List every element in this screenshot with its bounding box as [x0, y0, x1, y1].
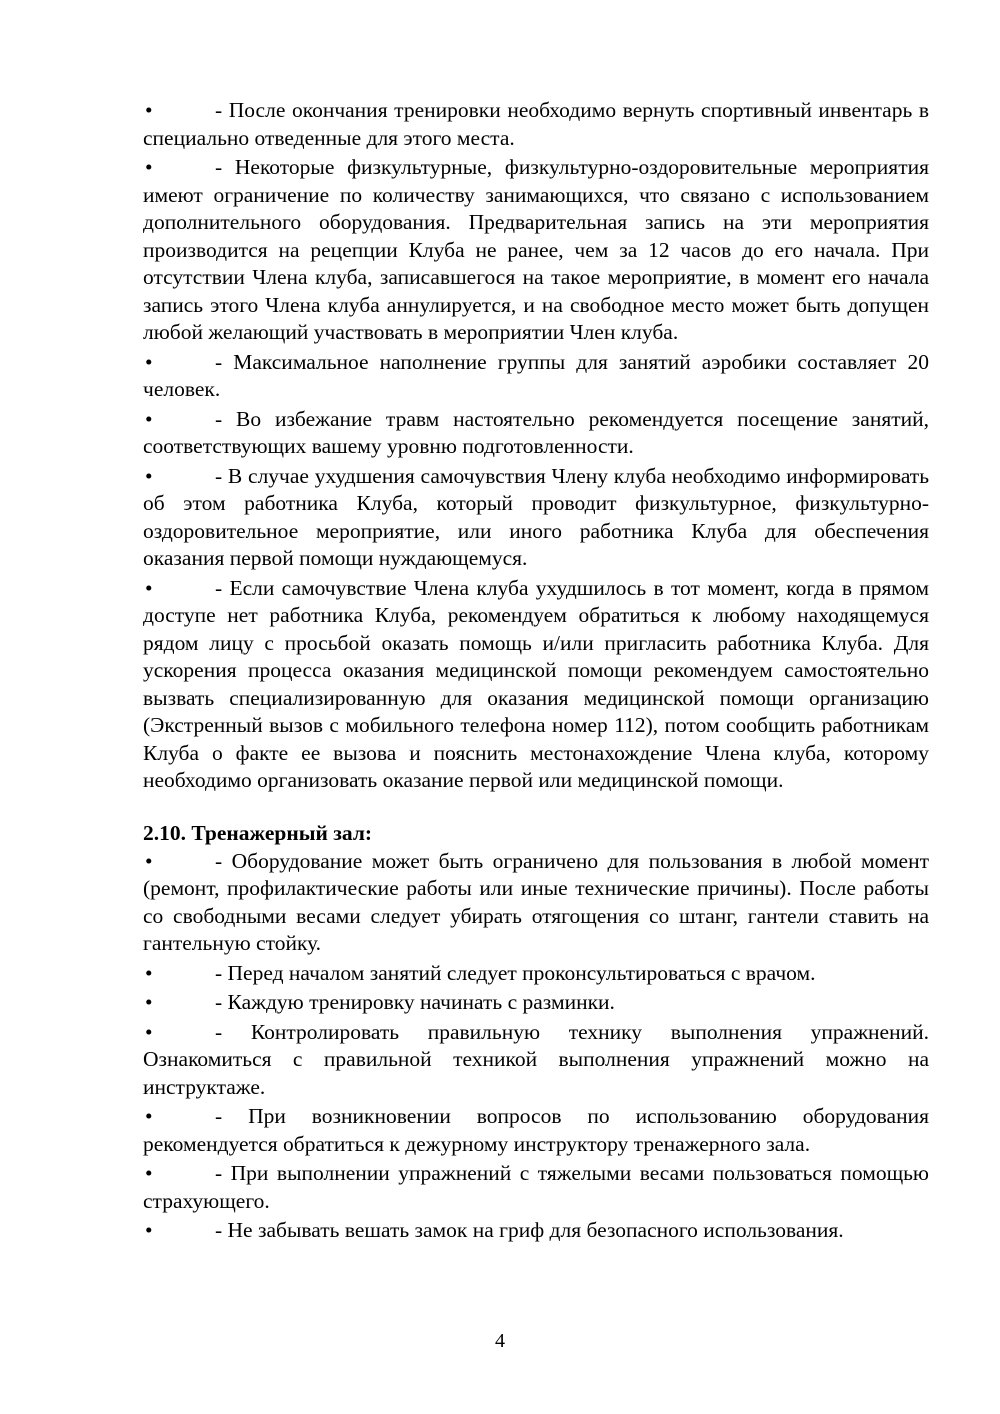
list-item — [143, 1216, 929, 1245]
list-item-text: - Не забывать вешать замок на гриф для безопасного использования. — [215, 1218, 844, 1242]
list-item-text: - Во избежание травм настоятельно рекомендуется посещение занятий, соответствующих вашему уровню подготовленности. — [143, 406, 929, 458]
bullet-icon: • — [145, 1104, 153, 1128]
bullet-icon: • — [145, 1019, 153, 1044]
list-item-text: - После окончания тренировки необходимо вернуть спортивный инвентарь в специально отведенные для этого места. — [143, 98, 929, 150]
bullet-icon: • — [145, 406, 153, 431]
list-item — [143, 847, 929, 958]
document-page — [143, 96, 929, 1245]
bullet-icon: • — [145, 960, 153, 985]
bullet-icon: • — [145, 575, 153, 600]
bullet-icon: • — [145, 990, 153, 1014]
list-item-text: - Оборудование может быть ограничено для пользования в любой момент (ремонт, профилактические работы или иные технические причины). После работы со свободными весами следует убирать отягощения со штанг, гантели ставить на гантельную стойку. — [143, 848, 929, 955]
list-item-text: - Контролировать правильную технику выполнения упражнений. Ознакомиться с правильной техникой выполнения упражнений можно на инструктаже. — [143, 1019, 929, 1099]
list-item-text: - Каждую тренировку начинать с разминки. — [215, 990, 615, 1014]
section-heading-gym: 2.10. Тренажерный зал: — [143, 820, 373, 845]
bullet-icon: • — [145, 463, 153, 488]
list-item-text: - Максимальное наполнение группы для занятий аэробики составляет 20 человек. — [143, 349, 929, 401]
list-item-text: - Некоторые физкультурные, физкультурно-оздоровительные мероприятия имеют ограничение по количеству занимающихся, что связано с использованием дополнительного оборудования. Предварительная запись на эти мероприятия производится на рецепции Клуба не ранее, чем за 12 часов до его начала. При отсутствии Члена клуба, записавшегося на такое мероприятие, в момент его начала запись этого Члена клуба аннулируется, и на свободное место может быть допущен любой желающий участвовать в мероприятии Член клуба. — [143, 155, 929, 344]
list-item — [143, 348, 929, 404]
list-item-text: - Если самочувствие Члена клуба ухудшилось в тот момент, когда в прямом доступе нет работника Клуба, рекомендуем обратиться к любому находящемуся рядом лицу с просьбой оказать помощь и/или пригласить работника Клуба. Для ускорения процесса оказания медицинской помощи рекомендуем самостоятельно вызвать специализированную для оказания медицинской помощи организацию (Экстренный вызов с мобильного телефона номер 112), потом сообщить работникам Клуба о факте ее вызова и пояснить местонахождение Члена клуба, которому необходимо организовать оказание первой или медицинской помощи. — [143, 575, 929, 792]
list-item-text: - При выполнении упражнений с тяжелыми весами пользоваться помощью страхующего. — [143, 1161, 929, 1213]
list-item-text: - При возникновении вопросов по использованию оборудования рекомендуется обратиться к дежурному инструктору тренажерного зала. — [143, 1104, 929, 1156]
list-item — [143, 153, 929, 347]
list-item — [143, 1018, 929, 1102]
list-item-text: - Перед началом занятий следует проконсультироваться с врачом. — [215, 960, 816, 985]
list-item — [143, 462, 929, 573]
list-item — [143, 96, 929, 152]
page-number: 4 — [495, 1330, 505, 1352]
list-item-text: - В случае ухудшения самочувствия Члену клуба необходимо информировать об этом работника Клуба, который проводит физкультурное, физкультурно-оздоровительное мероприятие, или иного работника Клуба для обеспечения оказания первой помощи нуждающемуся. — [143, 463, 929, 570]
rules-list-gym — [143, 847, 929, 1245]
bullet-icon: • — [145, 98, 153, 122]
bullet-icon: • — [145, 155, 153, 179]
bullet-icon: • — [145, 848, 153, 873]
list-item — [143, 574, 929, 795]
list-item — [143, 959, 929, 988]
bullet-icon: • — [145, 1218, 153, 1242]
list-item — [143, 1102, 929, 1158]
bullet-icon: • — [145, 1161, 153, 1185]
rules-list-general — [143, 96, 929, 795]
list-item — [143, 1159, 929, 1215]
list-item — [143, 405, 929, 461]
bullet-icon: • — [145, 349, 153, 374]
list-item — [143, 988, 929, 1017]
